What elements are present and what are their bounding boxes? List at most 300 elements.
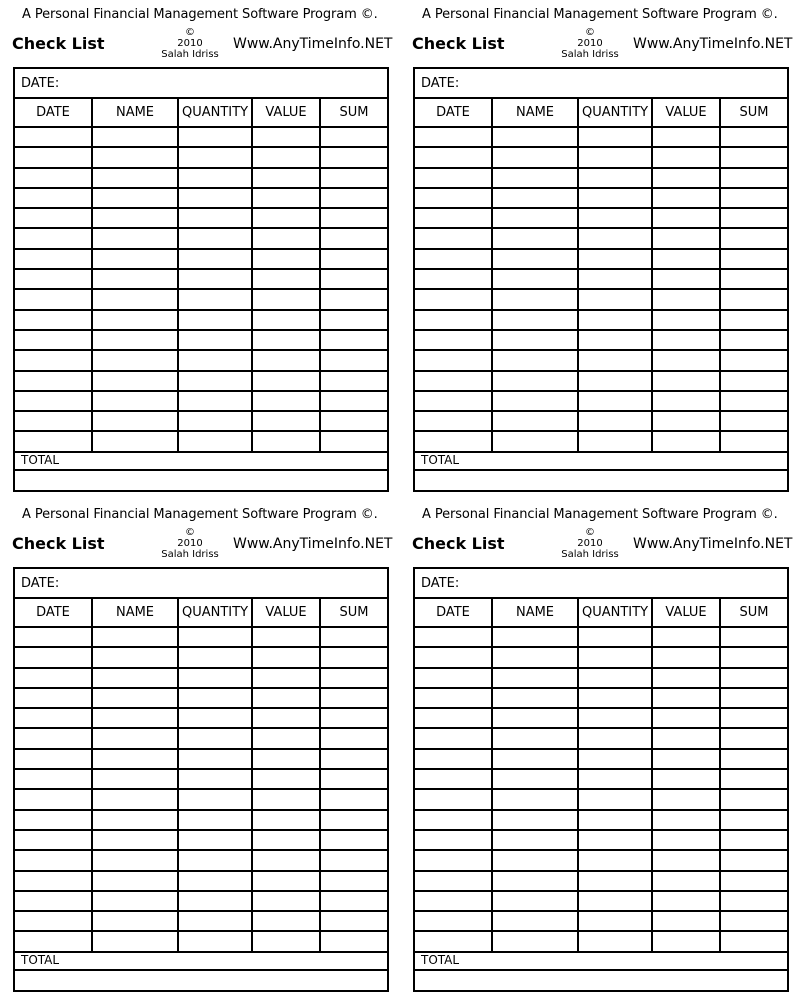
entry-cell[interactable] (15, 769, 92, 789)
entry-cell[interactable] (652, 310, 720, 330)
entry-cell[interactable] (92, 688, 178, 708)
entry-cell[interactable] (15, 391, 92, 411)
entry-cell[interactable] (720, 330, 787, 350)
entry-cell[interactable] (652, 647, 720, 667)
entry-cell[interactable] (92, 891, 178, 911)
entry-cell[interactable] (252, 310, 320, 330)
entry-cell[interactable] (652, 850, 720, 870)
date-row[interactable] (415, 569, 787, 599)
entry-cell[interactable] (415, 269, 492, 289)
entry-cell[interactable] (415, 688, 492, 708)
entry-cell[interactable] (415, 289, 492, 309)
entry-cell[interactable] (415, 891, 492, 911)
entry-cell[interactable] (652, 289, 720, 309)
entry-cell[interactable] (92, 208, 178, 228)
entry-cell[interactable] (92, 310, 178, 330)
entry-cell[interactable] (320, 350, 387, 370)
entry-cell[interactable] (15, 911, 92, 931)
entry-cell[interactable] (492, 208, 578, 228)
entry-cell[interactable] (320, 911, 387, 931)
entry-cell[interactable] (652, 931, 720, 951)
entry-cell[interactable] (720, 688, 787, 708)
entry-cell[interactable] (92, 931, 178, 951)
entry-cell[interactable] (320, 127, 387, 147)
entry-cell[interactable] (415, 749, 492, 769)
entry-cell[interactable] (578, 350, 652, 370)
entry-cell[interactable] (652, 749, 720, 769)
entry-cell[interactable] (320, 647, 387, 667)
entry-cell[interactable] (720, 228, 787, 248)
entry-cell[interactable] (92, 147, 178, 167)
entry-cell[interactable] (578, 668, 652, 688)
total-value-field[interactable] (15, 471, 387, 490)
entry-cell[interactable] (720, 127, 787, 147)
entry-cell[interactable] (578, 647, 652, 667)
entry-cell[interactable] (252, 627, 320, 647)
entry-cell[interactable] (178, 830, 252, 850)
entry-cell[interactable] (415, 249, 492, 269)
entry-cell[interactable] (415, 830, 492, 850)
entry-cell[interactable] (92, 188, 178, 208)
entry-cell[interactable] (15, 627, 92, 647)
entry-cell[interactable] (578, 127, 652, 147)
entry-cell[interactable] (320, 168, 387, 188)
entry-cell[interactable] (720, 789, 787, 809)
entry-cell[interactable] (15, 289, 92, 309)
entry-cell[interactable] (92, 127, 178, 147)
entry-cell[interactable] (252, 391, 320, 411)
entry-cell[interactable] (178, 931, 252, 951)
entry-cell[interactable] (578, 208, 652, 228)
entry-cell[interactable] (178, 850, 252, 870)
entry-cell[interactable] (492, 127, 578, 147)
entry-cell[interactable] (652, 188, 720, 208)
entry-cell[interactable] (652, 391, 720, 411)
entry-cell[interactable] (15, 208, 92, 228)
entry-cell[interactable] (320, 728, 387, 748)
entry-cell[interactable] (178, 810, 252, 830)
entry-cell[interactable] (178, 228, 252, 248)
entry-cell[interactable] (252, 350, 320, 370)
entry-cell[interactable] (720, 310, 787, 330)
entry-cell[interactable] (178, 127, 252, 147)
entry-cell[interactable] (92, 269, 178, 289)
entry-cell[interactable] (492, 688, 578, 708)
entry-cell[interactable] (15, 708, 92, 728)
entry-cell[interactable] (92, 647, 178, 667)
entry-cell[interactable] (15, 810, 92, 830)
entry-cell[interactable] (15, 188, 92, 208)
entry-cell[interactable] (178, 431, 252, 451)
entry-cell[interactable] (720, 931, 787, 951)
entry-cell[interactable] (15, 371, 92, 391)
entry-cell[interactable] (720, 411, 787, 431)
entry-cell[interactable] (578, 228, 652, 248)
entry-cell[interactable] (652, 147, 720, 167)
entry-cell[interactable] (652, 688, 720, 708)
entry-cell[interactable] (720, 728, 787, 748)
entry-cell[interactable] (178, 911, 252, 931)
entry-cell[interactable] (720, 269, 787, 289)
entry-cell[interactable] (720, 647, 787, 667)
entry-cell[interactable] (92, 330, 178, 350)
entry-cell[interactable] (652, 228, 720, 248)
entry-cell[interactable] (492, 911, 578, 931)
entry-cell[interactable] (92, 789, 178, 809)
entry-cell[interactable] (415, 168, 492, 188)
entry-cell[interactable] (252, 330, 320, 350)
entry-cell[interactable] (320, 810, 387, 830)
entry-cell[interactable] (720, 810, 787, 830)
entry-cell[interactable] (492, 269, 578, 289)
entry-cell[interactable] (15, 647, 92, 667)
entry-cell[interactable] (15, 350, 92, 370)
entry-cell[interactable] (15, 789, 92, 809)
entry-cell[interactable] (178, 769, 252, 789)
entry-cell[interactable] (720, 249, 787, 269)
entry-cell[interactable] (652, 411, 720, 431)
entry-cell[interactable] (415, 208, 492, 228)
entry-cell[interactable] (492, 350, 578, 370)
entry-cell[interactable] (320, 391, 387, 411)
entry-cell[interactable] (578, 330, 652, 350)
entry-cell[interactable] (92, 431, 178, 451)
entry-cell[interactable] (492, 891, 578, 911)
entry-cell[interactable] (578, 269, 652, 289)
entry-cell[interactable] (415, 350, 492, 370)
entry-cell[interactable] (492, 871, 578, 891)
entry-cell[interactable] (720, 147, 787, 167)
entry-cell[interactable] (252, 850, 320, 870)
entry-cell[interactable] (92, 850, 178, 870)
entry-cell[interactable] (178, 391, 252, 411)
entry-cell[interactable] (492, 627, 578, 647)
total-value-field[interactable] (415, 471, 787, 490)
entry-cell[interactable] (15, 728, 92, 748)
entry-cell[interactable] (252, 289, 320, 309)
entry-cell[interactable] (92, 228, 178, 248)
entry-cell[interactable] (320, 228, 387, 248)
entry-cell[interactable] (15, 310, 92, 330)
entry-cell[interactable] (652, 330, 720, 350)
entry-cell[interactable] (720, 371, 787, 391)
entry-cell[interactable] (92, 728, 178, 748)
entry-cell[interactable] (415, 668, 492, 688)
entry-cell[interactable] (92, 391, 178, 411)
entry-cell[interactable] (178, 147, 252, 167)
entry-cell[interactable] (492, 431, 578, 451)
entry-cell[interactable] (178, 647, 252, 667)
entry-cell[interactable] (578, 810, 652, 830)
entry-cell[interactable] (15, 330, 92, 350)
entry-cell[interactable] (415, 330, 492, 350)
entry-cell[interactable] (178, 871, 252, 891)
entry-cell[interactable] (320, 289, 387, 309)
entry-cell[interactable] (320, 830, 387, 850)
entry-cell[interactable] (492, 931, 578, 951)
entry-cell[interactable] (578, 789, 652, 809)
entry-cell[interactable] (492, 391, 578, 411)
entry-cell[interactable] (178, 411, 252, 431)
entry-cell[interactable] (15, 269, 92, 289)
entry-cell[interactable] (252, 789, 320, 809)
entry-cell[interactable] (252, 810, 320, 830)
entry-cell[interactable] (252, 249, 320, 269)
entry-cell[interactable] (178, 708, 252, 728)
entry-cell[interactable] (320, 871, 387, 891)
date-row[interactable] (415, 69, 787, 99)
entry-cell[interactable] (252, 168, 320, 188)
entry-cell[interactable] (15, 749, 92, 769)
entry-cell[interactable] (578, 688, 652, 708)
date-row[interactable] (15, 569, 387, 599)
entry-cell[interactable] (252, 830, 320, 850)
entry-cell[interactable] (252, 871, 320, 891)
entry-cell[interactable] (652, 810, 720, 830)
entry-cell[interactable] (652, 350, 720, 370)
entry-cell[interactable] (492, 810, 578, 830)
entry-cell[interactable] (178, 891, 252, 911)
entry-cell[interactable] (720, 911, 787, 931)
entry-cell[interactable] (415, 127, 492, 147)
entry-cell[interactable] (92, 749, 178, 769)
entry-cell[interactable] (578, 289, 652, 309)
entry-cell[interactable] (652, 371, 720, 391)
entry-cell[interactable] (720, 627, 787, 647)
entry-cell[interactable] (252, 188, 320, 208)
entry-cell[interactable] (320, 627, 387, 647)
entry-cell[interactable] (320, 931, 387, 951)
entry-cell[interactable] (415, 411, 492, 431)
entry-cell[interactable] (178, 249, 252, 269)
entry-cell[interactable] (252, 371, 320, 391)
entry-cell[interactable] (252, 647, 320, 667)
entry-cell[interactable] (492, 228, 578, 248)
entry-cell[interactable] (578, 310, 652, 330)
entry-cell[interactable] (720, 431, 787, 451)
entry-cell[interactable] (320, 891, 387, 911)
entry-cell[interactable] (578, 769, 652, 789)
entry-cell[interactable] (415, 850, 492, 870)
entry-cell[interactable] (720, 708, 787, 728)
entry-cell[interactable] (492, 411, 578, 431)
entry-cell[interactable] (178, 269, 252, 289)
entry-cell[interactable] (320, 310, 387, 330)
entry-cell[interactable] (252, 269, 320, 289)
entry-cell[interactable] (252, 411, 320, 431)
entry-cell[interactable] (720, 391, 787, 411)
entry-cell[interactable] (15, 228, 92, 248)
entry-cell[interactable] (415, 931, 492, 951)
entry-cell[interactable] (415, 911, 492, 931)
entry-cell[interactable] (178, 371, 252, 391)
entry-cell[interactable] (415, 310, 492, 330)
entry-cell[interactable] (15, 147, 92, 167)
entry-cell[interactable] (652, 728, 720, 748)
entry-cell[interactable] (415, 871, 492, 891)
entry-cell[interactable] (92, 168, 178, 188)
entry-cell[interactable] (578, 249, 652, 269)
entry-cell[interactable] (720, 188, 787, 208)
entry-cell[interactable] (652, 168, 720, 188)
entry-cell[interactable] (252, 431, 320, 451)
entry-cell[interactable] (492, 647, 578, 667)
entry-cell[interactable] (252, 911, 320, 931)
entry-cell[interactable] (578, 911, 652, 931)
entry-cell[interactable] (92, 371, 178, 391)
entry-cell[interactable] (15, 850, 92, 870)
entry-cell[interactable] (178, 627, 252, 647)
entry-cell[interactable] (415, 147, 492, 167)
entry-cell[interactable] (578, 871, 652, 891)
entry-cell[interactable] (92, 830, 178, 850)
entry-cell[interactable] (492, 749, 578, 769)
entry-cell[interactable] (415, 789, 492, 809)
entry-cell[interactable] (492, 310, 578, 330)
entry-cell[interactable] (320, 411, 387, 431)
entry-cell[interactable] (578, 850, 652, 870)
entry-cell[interactable] (252, 769, 320, 789)
total-value-field[interactable] (15, 971, 387, 990)
entry-cell[interactable] (320, 249, 387, 269)
entry-cell[interactable] (578, 728, 652, 748)
entry-cell[interactable] (320, 708, 387, 728)
entry-cell[interactable] (252, 668, 320, 688)
entry-cell[interactable] (652, 871, 720, 891)
entry-cell[interactable] (320, 769, 387, 789)
entry-cell[interactable] (720, 891, 787, 911)
entry-cell[interactable] (252, 127, 320, 147)
entry-cell[interactable] (720, 350, 787, 370)
entry-cell[interactable] (652, 249, 720, 269)
entry-cell[interactable] (492, 249, 578, 269)
entry-cell[interactable] (492, 668, 578, 688)
entry-cell[interactable] (652, 431, 720, 451)
entry-cell[interactable] (178, 188, 252, 208)
entry-cell[interactable] (720, 289, 787, 309)
entry-cell[interactable] (415, 810, 492, 830)
entry-cell[interactable] (492, 188, 578, 208)
entry-cell[interactable] (320, 850, 387, 870)
entry-cell[interactable] (578, 371, 652, 391)
entry-cell[interactable] (492, 850, 578, 870)
entry-cell[interactable] (178, 789, 252, 809)
entry-cell[interactable] (492, 830, 578, 850)
entry-cell[interactable] (652, 269, 720, 289)
entry-cell[interactable] (652, 891, 720, 911)
entry-cell[interactable] (92, 708, 178, 728)
entry-cell[interactable] (415, 647, 492, 667)
entry-cell[interactable] (178, 310, 252, 330)
entry-cell[interactable] (415, 627, 492, 647)
entry-cell[interactable] (252, 147, 320, 167)
entry-cell[interactable] (15, 688, 92, 708)
entry-cell[interactable] (578, 431, 652, 451)
entry-cell[interactable] (15, 891, 92, 911)
entry-cell[interactable] (252, 749, 320, 769)
entry-cell[interactable] (15, 249, 92, 269)
entry-cell[interactable] (720, 850, 787, 870)
entry-cell[interactable] (492, 147, 578, 167)
entry-cell[interactable] (720, 769, 787, 789)
entry-cell[interactable] (178, 688, 252, 708)
entry-cell[interactable] (178, 168, 252, 188)
entry-cell[interactable] (15, 830, 92, 850)
entry-cell[interactable] (720, 830, 787, 850)
entry-cell[interactable] (578, 411, 652, 431)
entry-cell[interactable] (320, 188, 387, 208)
entry-cell[interactable] (252, 708, 320, 728)
entry-cell[interactable] (92, 627, 178, 647)
entry-cell[interactable] (15, 871, 92, 891)
entry-cell[interactable] (15, 411, 92, 431)
entry-cell[interactable] (252, 931, 320, 951)
entry-cell[interactable] (492, 168, 578, 188)
entry-cell[interactable] (320, 371, 387, 391)
entry-cell[interactable] (92, 871, 178, 891)
entry-cell[interactable] (178, 668, 252, 688)
entry-cell[interactable] (415, 431, 492, 451)
entry-cell[interactable] (320, 668, 387, 688)
entry-cell[interactable] (320, 269, 387, 289)
entry-cell[interactable] (652, 789, 720, 809)
entry-cell[interactable] (320, 789, 387, 809)
entry-cell[interactable] (252, 728, 320, 748)
entry-cell[interactable] (492, 289, 578, 309)
entry-cell[interactable] (578, 708, 652, 728)
entry-cell[interactable] (720, 871, 787, 891)
entry-cell[interactable] (720, 749, 787, 769)
entry-cell[interactable] (492, 371, 578, 391)
entry-cell[interactable] (652, 668, 720, 688)
entry-cell[interactable] (15, 431, 92, 451)
date-row[interactable] (15, 69, 387, 99)
entry-cell[interactable] (492, 728, 578, 748)
entry-cell[interactable] (92, 289, 178, 309)
entry-cell[interactable] (92, 769, 178, 789)
total-value-field[interactable] (415, 971, 787, 990)
entry-cell[interactable] (15, 668, 92, 688)
entry-cell[interactable] (415, 371, 492, 391)
entry-cell[interactable] (652, 769, 720, 789)
entry-cell[interactable] (320, 688, 387, 708)
entry-cell[interactable] (578, 931, 652, 951)
entry-cell[interactable] (178, 749, 252, 769)
entry-cell[interactable] (720, 168, 787, 188)
entry-cell[interactable] (652, 708, 720, 728)
entry-cell[interactable] (720, 208, 787, 228)
entry-cell[interactable] (578, 749, 652, 769)
entry-cell[interactable] (492, 330, 578, 350)
entry-cell[interactable] (178, 728, 252, 748)
entry-cell[interactable] (652, 911, 720, 931)
entry-cell[interactable] (178, 289, 252, 309)
entry-cell[interactable] (652, 127, 720, 147)
entry-cell[interactable] (92, 810, 178, 830)
entry-cell[interactable] (578, 891, 652, 911)
entry-cell[interactable] (652, 208, 720, 228)
entry-cell[interactable] (652, 830, 720, 850)
entry-cell[interactable] (415, 188, 492, 208)
entry-cell[interactable] (720, 668, 787, 688)
entry-cell[interactable] (252, 891, 320, 911)
entry-cell[interactable] (320, 147, 387, 167)
entry-cell[interactable] (92, 668, 178, 688)
entry-cell[interactable] (92, 911, 178, 931)
entry-cell[interactable] (578, 627, 652, 647)
entry-cell[interactable] (178, 330, 252, 350)
entry-cell[interactable] (578, 188, 652, 208)
